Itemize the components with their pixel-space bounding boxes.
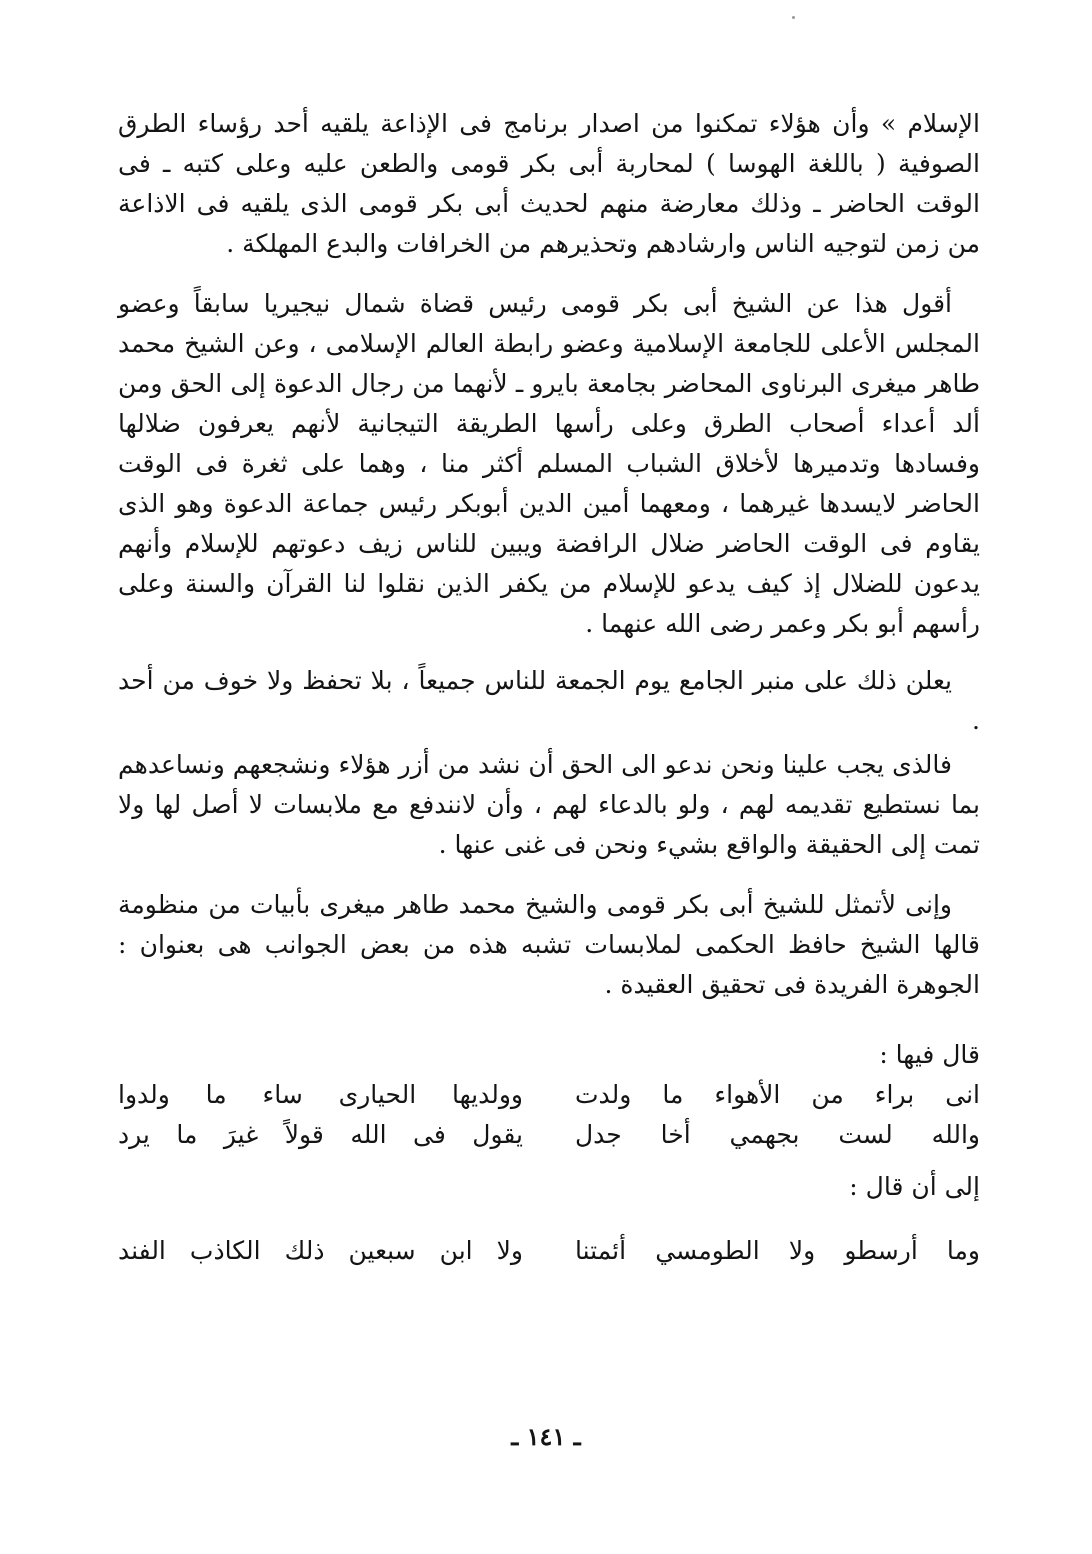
page-body — [118, 104, 980, 1271]
verse-line — [118, 1115, 980, 1155]
page-number: ـ ١٤١ ـ — [511, 1422, 581, 1451]
paragraph-1: الإسلام » وأن هؤلاء تمكنوا من اصدار برنامج فى الإذاعة يلقيه أحد رؤساء الطرق الصوفية ( باللغة الهوسا ) لمحاربة أبى بكر قومى والطعن عليه وعلى كتبه ـ فى الوقت الحاضر ـ وذلك معارضة منهم لحديث أبى بكر قومى الذى يلقيه فى الاذاعة من زمن لتوجيه الناس وارشادهم وتحذيرهم من الخرافات والبدع المهلكة . — [118, 109, 980, 258]
verse-line — [118, 1231, 980, 1271]
poem-block-1 — [118, 1075, 980, 1155]
verse-intro-label: قال فيها : — [879, 1040, 980, 1069]
verse-first-hemistich: والله لست بجهمي أخا جدل — [575, 1120, 980, 1149]
paragraph-3: يعلن ذلك على منبر الجامع يوم الجمعة للناس جميعاً ، بلا تحفظ ولا خوف من أحد . — [118, 666, 980, 735]
poem-block-2 — [118, 1231, 980, 1271]
paragraph-5: وإنى لأتمثل للشيخ أبى بكر قومى والشيخ محمد طاهر ميغرى بأبيات من منظومة قالها الشيخ حافظ الحكمى لملابسات تشبه هذه من بعض الجوانب هى بعنوان : الجوهرة الفريدة فى تحقيق العقيدة . — [118, 890, 980, 999]
verse-continuation-label: إلى أن قال : — [849, 1172, 980, 1201]
scan-speck — [792, 16, 795, 19]
verse-second-hemistich: يقول فى الله قولاً غيرَ ما يرد — [118, 1120, 523, 1149]
verse-second-hemistich: ولا ابن سبعين ذلك الكاذب الفند — [118, 1236, 523, 1265]
verse-line — [118, 1075, 980, 1115]
verse-first-hemistich: انى براء من الأهواء ما ولدت — [575, 1080, 980, 1109]
paragraph-2: أقول هذا عن الشيخ أبى بكر قومى رئيس قضاة شمال نيجيريا سابقاً وعضو المجلس الأعلى للجامعة الإسلامية وعضو رابطة العالم الإسلامى ، وعن الشيخ محمد طاهر ميغرى البرناوى المحاضر بجامعة بايرو ـ لأنهما من رجال الدعوة إلى الحق ومن ألد أعداء أصحاب الطرق وعلى رأسها الطريقة التيجانية لأنهم يعرفون ضلالها وفسادها وتدميرها لأخلاق الشباب المسلم أكثر منا ، وهما على ثغرة فى الوقت الحاضر لايسدها غيرهما ، ومعهما أمين الدين أبوبكر رئيس جماعة الدعوة وهو الذى يقاوم فى الوقت الحاضر ضلال الرافضة ويبين للناس زيف دعوتهم للإسلام وأنهم يدعون للضلال إذ كيف يدعو للإسلام من يكفر الذين نقلوا لنا القرآن والسنة وعلى رأسهم أبو بكر وعمر رضى الله عنهما . — [118, 289, 980, 638]
verse-second-hemistich: وولديها الحيارى ساء ما ولدوا — [118, 1080, 523, 1109]
verse-first-hemistich: وما أرسطو ولا الطومسي أئمتنا — [575, 1236, 980, 1265]
paragraph-4: فالذى يجب علينا ونحن ندعو الى الحق أن نشد من أزر هؤلاء ونشجعهم ونساعدهم بما نستطيع تقديمه لهم ، ولو بالدعاء لهم ، وأن لانندفع مع ملابسات لا أصل لها ولا تمت إلى الحقيقة والواقع بشيء ونحن فى غنى عنها . — [118, 750, 980, 859]
